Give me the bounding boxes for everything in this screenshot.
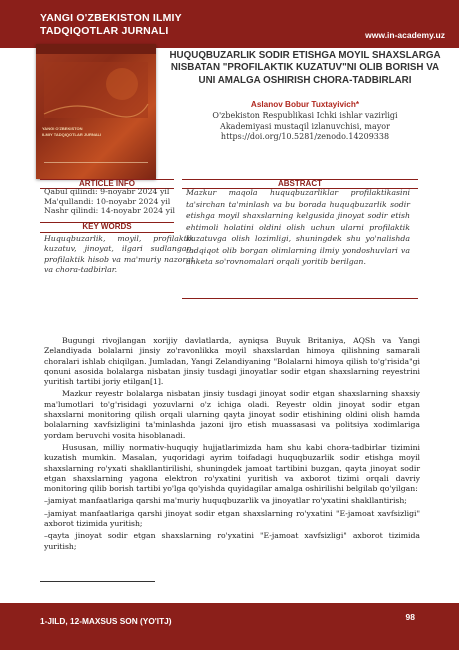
affiliation-line2: Akademiyasi mustaqil izlanuvchisi, mayor — [220, 121, 390, 131]
cover-title — [42, 126, 150, 137]
journal-name-line2: TADQIQOTLAR JURNALI — [40, 24, 169, 37]
journal-name — [40, 12, 240, 37]
published-date: Nashr qilindi: 14-noyabr 2024 yil — [44, 206, 176, 215]
approved-date: Ma'qullandi: 10-noyabr 2024 yil — [44, 196, 171, 206]
body-paragraph-1: Bugungi rivojlangan xorijiy davlatlarda, ayniqsa Buyuk Britaniya, AQSh va Yangi Zelandiyada bolalarni jinsiy zo'ravonlikka moyil shaxslardan himoya qilishning samarali choralari ishlab chiqilgan. Jumladan, Yangi Zelandiyaning "Bolalarni himoya qilish to'g'risida"gi qonuni asosida bolalarga nisbatan jinsiy tusdagi jinoyatlar sodir etgan shaxslarning reyestrini yuritish tartibi joriy etilgan[1]. — [44, 336, 420, 387]
doi-link[interactable]: https://doi.org/10.5281/zenodo.14209338 — [220, 132, 390, 142]
article-title — [162, 50, 448, 87]
page-number: 98 — [405, 612, 415, 622]
keywords-heading: KEY WORDS — [82, 222, 132, 231]
article-body — [44, 336, 420, 554]
website-link[interactable]: www.in-academy.uz — [365, 30, 445, 40]
body-list-item-1: –jamiyat manfaatlariga qarshi ma'muriy huquqbuzarlik va jinoyatlar ro'yxatini shakllantirish; — [44, 496, 407, 506]
article-title-line1: HUQUQBUZARLIK SODIR ETISHGA MOYIL SHAXSLARGA — [169, 50, 441, 61]
issue-label: 1-JILD, 12-MAXSUS SON (YO'ITJ) — [40, 616, 172, 626]
body-list-item-2: –jamiyat manfaatlariga qarshi jinoyat sodir etgan shaxslarning ro'yxatini "E-jamoat xavfsizligi" axborot tizimida yuritish; — [44, 508, 420, 529]
author-name: Aslanov Bobur Tuxtayivich* — [250, 100, 360, 109]
body-paragraph-2: Mazkur reyestr bolalarga nisbatan jinsiy tusdagi jinoyat sodir etgan shaxslarning shaxsiy ma'lumotlari to'g'risidagi yozuvlarni o'z ichiga oladi. Reyestr oldin jinoyat sodir etgan shaxslarni monitoring qilish orqali ularning qayta jinoyat sodir etishining oldini olish hamda bolalarning xavfsizligini ta'minlashda jazoni ijro etish muassasasi va politsiya xodimlariga yordam beruvchi vosita hisoblanadi. — [44, 389, 420, 440]
received-date: Qabul qilindi: 9-noyabr 2024 yil — [44, 187, 170, 196]
cover-title-line1: YANGI O'ZBEKISTON — [42, 126, 83, 131]
keywords-text: Huquqbuzarlik, moyil, profilaktik kuzatuv, jinoyat, ilgari sudlangan, profilaktik hisob va ma'muriy nazorat va chora-tadbirlar. — [44, 234, 194, 274]
affiliation-line1: O'zbekiston Respublikasi Ichki ishlar vazirligi — [212, 111, 398, 120]
author-affiliation — [162, 111, 448, 143]
abstract-heading: ABSTRACT — [278, 179, 322, 188]
body-paragraph-3: Hususan, milliy normativ-huquqiy hujjatlarimizda ham shu kabi chora-tadbirlar tizimini kuzatish mumkin. Masalan, yuqoridagi ayrim toifadagi huquqbuzarlik sodir etishga moyil shaxslarning ro'yxati shakllantirilishi, shuningdek jamoat tartibini buzgan, qayta jinoyat sodir etgan shaxslarning yagona elektron ro'yxatini yuritish va axborot tizimi orqali davriy monitoring qilib borish tartibi yo'lga qo'yishda quyidagilar amalga oshirilishi belgilab qo'yilgan: — [44, 442, 420, 494]
body-list-item-3: –qayta jinoyat sodir etgan shaxslarning ro'yxatini "E-jamoat xavfsizligi" axborot tizimida yuritish; — [44, 531, 420, 551]
cover-title-line2: ILMIY TADQIQOTLAR JURNALI — [42, 131, 102, 137]
article-title-line2: NISBATAN "PROFILAKTIK KUZATUV"NI OLIB BORISH VA — [170, 62, 440, 74]
article-title-line3: UNI AMALGA OSHIRISH CHORA-TADBIRLARI — [198, 74, 412, 86]
abstract-end-rule — [182, 298, 418, 299]
journal-cover-image — [36, 44, 156, 179]
article-info-dates — [44, 187, 175, 216]
keywords-bottom-rule — [40, 232, 174, 233]
article-info-heading: ARTICLE INFO — [79, 179, 135, 188]
cover-ornament — [36, 44, 156, 179]
footnote-rule — [40, 581, 155, 582]
footer-band — [0, 603, 459, 650]
journal-name-line1: YANGI O'ZBEKISTON ILMIY — [40, 12, 182, 24]
abstract-text: Mazkur maqola huquqbuzarliklar profilaktikasini ta'sirchan ta'minlash va bu borada huquqbuzarlik sodir etishga moyil shaxslarning kelgusida jinoyat sodir etish ehtimoli holatini oldini olish uchun ularni profilaktik kuzatuvga olish lozimligi, shuningdek shu yo'nalishda tadqiqot olib borgan olimlarning ilmiy yondoshuvlari va anketa so'rovnomalari orqali yoritib berilgan. — [186, 188, 410, 266]
